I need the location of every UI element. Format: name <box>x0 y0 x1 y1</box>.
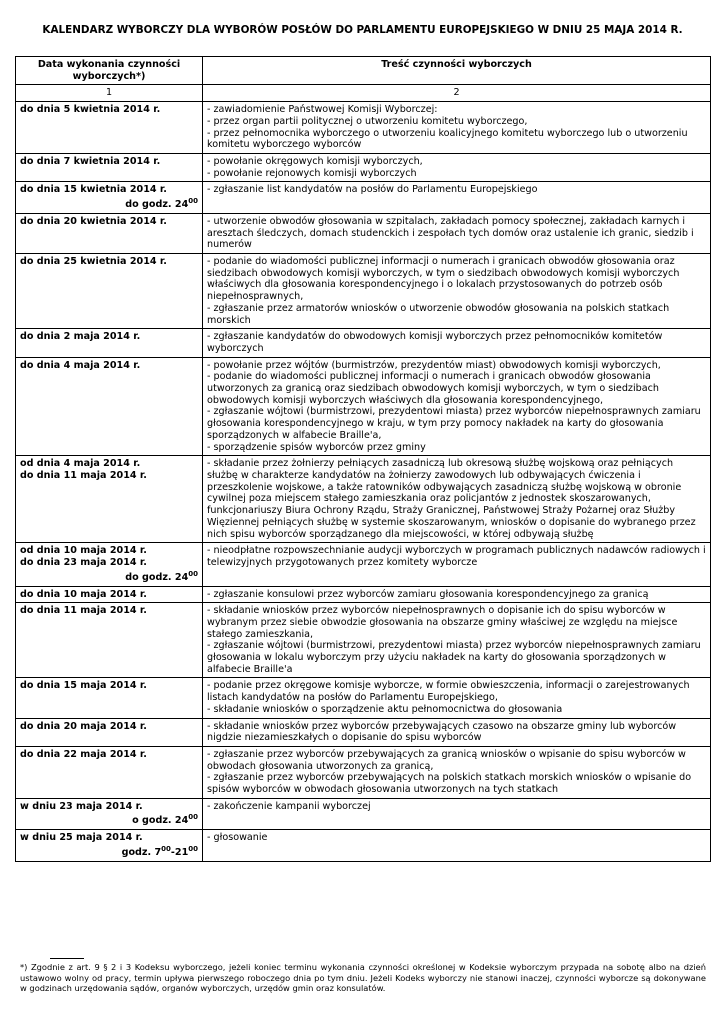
table-row <box>16 798 711 830</box>
document-title: KALENDARZ WYBORCZY DLA WYBORÓW POSŁÓW DO PARLAMENTU EUROPEJSKIEGO W DNIU 25 MAJA 2014 R. <box>42 24 683 36</box>
activity-item: - zgłaszanie wójtowi (burmistrzowi, prezydentowi miasta) przez wyborców niepełnosprawnych zamiaru głosowania w lokalu wyborczym przy użyciu nakładek na karty do głosowania sporządzonych w alfabecie Braille'a <box>207 640 701 675</box>
header-date-column: Data wykonania czynności wyborczych*) <box>16 57 203 85</box>
row-date-cell <box>16 830 203 862</box>
activity-item: - podanie przez okręgowe komisje wyborcze, w formie obwieszczenia, informacji o zarejestrowanych listach kandydatów na posłów do Parlamentu Europejskiego, <box>207 680 690 704</box>
table-body <box>16 102 711 862</box>
date-text: do dnia 15 kwietnia 2014 r. <box>20 184 167 196</box>
row-activity-cell <box>203 213 711 253</box>
table-row <box>16 603 711 678</box>
activity-item: - podanie do wiadomości publicznej informacji o numerach i granicach obwodów głosowania oraz siedzibach obwodowych komisji wyborczych, w tym o siedzibach obwodowych komisji wyborczych właściwych dla głosowania korespondencyjnego i o lokalach przystosowanych do potrzeb osób niepełnosprawnych, <box>207 256 680 303</box>
table-row <box>16 182 711 214</box>
table-row <box>16 254 711 329</box>
election-calendar-table <box>15 56 711 862</box>
time-text: o godz. $24^{00}$ <box>132 813 198 827</box>
activity-item: - głosowanie <box>207 832 268 844</box>
date-text: od dnia 4 maja 2014 r. <box>20 458 141 470</box>
activity-item: - powołanie przez wójtów (burmistrzów, prezydentów miast) obwodowych komisji wyborczych, <box>207 359 661 371</box>
activity-item: - przez pełnomocnika wyborczego o utworzeniu koalicyjnego komitetu wyborczego lub o utworzeniu komitetu wyborczego wyborców <box>207 127 688 151</box>
table-header-row <box>16 57 711 85</box>
row-date-cell <box>16 213 203 253</box>
column-number-2: 2 <box>203 85 711 102</box>
activity-item: - zakończenie kampanii wyborczej <box>207 800 371 812</box>
table-row <box>16 586 711 603</box>
row-activity-cell <box>203 254 711 329</box>
activity-item: - zgłaszanie kandydatów do obwodowych komisji wyborczych przez pełnomocników komitetów wyborczych <box>207 331 663 354</box>
row-activity-cell <box>203 357 711 456</box>
activity-item: - zgłaszanie przez wyborców przebywających za granicą wniosków o wpisanie do spisu wyborców w obwodach głosowania utworzonych za granicą, <box>207 748 686 772</box>
table-row <box>16 746 711 798</box>
table-row <box>16 213 711 253</box>
activity-item: - podanie do wiadomości publicznej informacji o numerach i granicach obwodów głosowania utworzonych za granicą oraz siedzibach obwodowych komisji wyborczych, w tym o siedzibach obwodowych komisji wyborczych właściwych dla głosowania korespondencyjnego, <box>207 371 659 406</box>
table-row <box>16 102 711 154</box>
row-date-cell <box>16 153 203 181</box>
activity-item: - przez organ partii politycznej o utworzeniu komitetu wyborczego, <box>207 115 528 127</box>
footnote: *) Zgodnie z art. 9 § 2 i 3 Kodeksu wyborczego, jeżeli koniec terminu wykonania czynności określonej w Kodeksie wyborczym przypada na sobotę albo na dzień ustawowo wolny od pracy, termin upływa pierwszego roboczego dnia po tym dniu. Jeżeli Kodeks wyborczy nie stanowi inaczej, czynności wyborcze są dokonywane w godzinach urzędowania sądów, organów wyborczych, urzędów gmin oraz konsulatów. <box>20 962 706 994</box>
row-date-cell <box>16 798 203 830</box>
row-date-cell <box>16 357 203 456</box>
date-text: w dniu 23 maja 2014 r. <box>20 800 143 812</box>
activity-item: - utworzenie obwodów głosowania w szpitalach, zakładach pomocy społecznej, zakładach karnych i aresztach śledczych, domach studenckich i zespołach tych domów oraz ustalenie ich granic, siedzib i numerów <box>207 215 694 251</box>
row-date-cell <box>16 678 203 718</box>
row-date-cell <box>16 586 203 603</box>
date-text: od dnia 10 maja 2014 r. <box>20 545 147 557</box>
date-text: do dnia 11 maja 2014 r. <box>20 469 147 481</box>
row-activity-cell <box>203 153 711 181</box>
table-row <box>16 153 711 181</box>
date-text: do dnia 20 maja 2014 r. <box>20 720 147 732</box>
row-date-cell <box>16 456 203 543</box>
time-text: do godz. $24^{00}$ <box>125 569 198 583</box>
date-text: do dnia 7 kwietnia 2014 r. <box>20 155 161 167</box>
date-text: do dnia 22 maja 2014 r. <box>20 748 147 760</box>
date-text: do dnia 10 maja 2014 r. <box>20 588 147 600</box>
row-activity-cell <box>203 456 711 543</box>
activity-item: - składanie przez żołnierzy pełniących zasadniczą lub okresową służbę wojskową oraz pełniących służbę w charakterze kandydatów na żołnierzy zawodowych lub odbywających ćwiczenia i przeszkolenie wojskowe, a także ratowników odbywających zasadniczą służbę wojskową w obronie cywilnej poza miejscem stałego zamieszkania oraz policjantów z jednostek skoszarowanych, funkcjonariuszy Biura Ochrony Rządu, Straży Granicznej, Państwowej Straży Pożarnej oraz Służby Więziennej pełniących służbę w systemie skoszarowanym, wniosków o dopisanie do wybranego przez nich spisu wyborców sporządzanego dla miejscowości, w której odbywają służbę <box>207 458 696 540</box>
footnote-separator <box>50 958 84 959</box>
row-date-cell <box>16 329 203 357</box>
activity-item: - nieodpłatne rozpowszechnianie audycji wyborczych w programach publicznych nadawców radiowych i telewizyjnych przygotowanych przez komitety wyborcze <box>207 545 706 568</box>
table-row <box>16 718 711 746</box>
activity-item: - powołanie rejonowych komisji wyborczych <box>207 167 417 179</box>
row-activity-cell <box>203 798 711 830</box>
date-text: do dnia 4 maja 2014 r. <box>20 359 141 371</box>
row-activity-cell <box>203 603 711 678</box>
table-row <box>16 456 711 543</box>
row-activity-cell <box>203 718 711 746</box>
date-text: do dnia 15 maja 2014 r. <box>20 680 147 692</box>
activity-item: - zgłaszanie list kandydatów na posłów do Parlamentu Europejskiego <box>207 184 538 196</box>
row-activity-cell <box>203 543 711 586</box>
date-text: do dnia 20 kwietnia 2014 r. <box>20 215 167 227</box>
time-text: do godz. $24^{00}$ <box>125 197 198 211</box>
table-row <box>16 678 711 718</box>
table-row <box>16 543 711 586</box>
date-text: do dnia 11 maja 2014 r. <box>20 605 147 617</box>
row-activity-cell <box>203 102 711 154</box>
table-row <box>16 329 711 357</box>
row-activity-cell <box>203 329 711 357</box>
date-text: do dnia 2 maja 2014 r. <box>20 331 141 343</box>
table-row <box>16 357 711 456</box>
row-date-cell <box>16 254 203 329</box>
activity-item: - składanie wniosków o sporządzenie aktu pełnomocnictwa do głosowania <box>207 703 563 715</box>
row-date-cell <box>16 543 203 586</box>
row-activity-cell <box>203 830 711 862</box>
date-text: do dnia 23 maja 2014 r. <box>20 556 147 568</box>
activity-item: - zgłaszanie konsulowi przez wyborców zamiaru głosowania korespondencyjnego za granicą <box>207 588 649 600</box>
activity-item: - składanie wniosków przez wyborców niepełnosprawnych o dopisanie ich do spisu wyborców w wybranym przez siebie obwodzie głosowania na obszarze gminy właściwej ze względu na miejsce stałego zamieszkania, <box>207 605 678 640</box>
activity-item: - powołanie okręgowych komisji wyborczych, <box>207 155 423 167</box>
header-activity-column: Treść czynności wyborczych <box>203 57 711 85</box>
row-date-cell <box>16 746 203 798</box>
row-activity-cell <box>203 678 711 718</box>
table-row <box>16 830 711 862</box>
activity-item: - zgłaszanie wójtowi (burmistrzowi, prezydentowi miasta) przez wyborców niepełnosprawnych zamiaru głosowania korespondencyjnego w kraju, w tym przy pomocy nakładek na karty do głosowania sporządzonych w alfabecie Braille'a, <box>207 406 701 441</box>
activity-item: - zgłaszanie przez wyborców przebywających na polskich statkach morskich wniosków o wpisanie do spisów wyborców w obwodach głosowania utworzonych na tych statkach <box>207 772 692 796</box>
activity-item: - składanie wniosków przez wyborców przebywających czasowo na obszarze gminy lub wyborców nigdzie niezamieszkałych o dopisanie do spisu wyborców <box>207 720 677 744</box>
row-date-cell <box>16 603 203 678</box>
row-date-cell <box>16 182 203 214</box>
row-activity-cell <box>203 586 711 603</box>
date-text: do dnia 5 kwietnia 2014 r. <box>20 104 161 116</box>
date-text: do dnia 25 kwietnia 2014 r. <box>20 256 167 268</box>
column-number-1: 1 <box>16 85 203 102</box>
column-number-row <box>16 85 711 102</box>
row-activity-cell <box>203 182 711 214</box>
time-text: godz. $7^{00}-21^{00}$ <box>121 845 198 859</box>
activity-item: - zawiadomienie Państwowej Komisji Wyborczej: <box>207 104 438 116</box>
activity-item: - sporządzenie spisów wyborców przez gminy <box>207 441 426 453</box>
date-text: w dniu 25 maja 2014 r. <box>20 832 143 844</box>
row-date-cell <box>16 718 203 746</box>
row-date-cell <box>16 102 203 154</box>
activity-item: - zgłaszanie przez armatorów wniosków o utworzenie obwodów głosowania na polskich statkach morskich <box>207 302 670 326</box>
row-activity-cell <box>203 746 711 798</box>
